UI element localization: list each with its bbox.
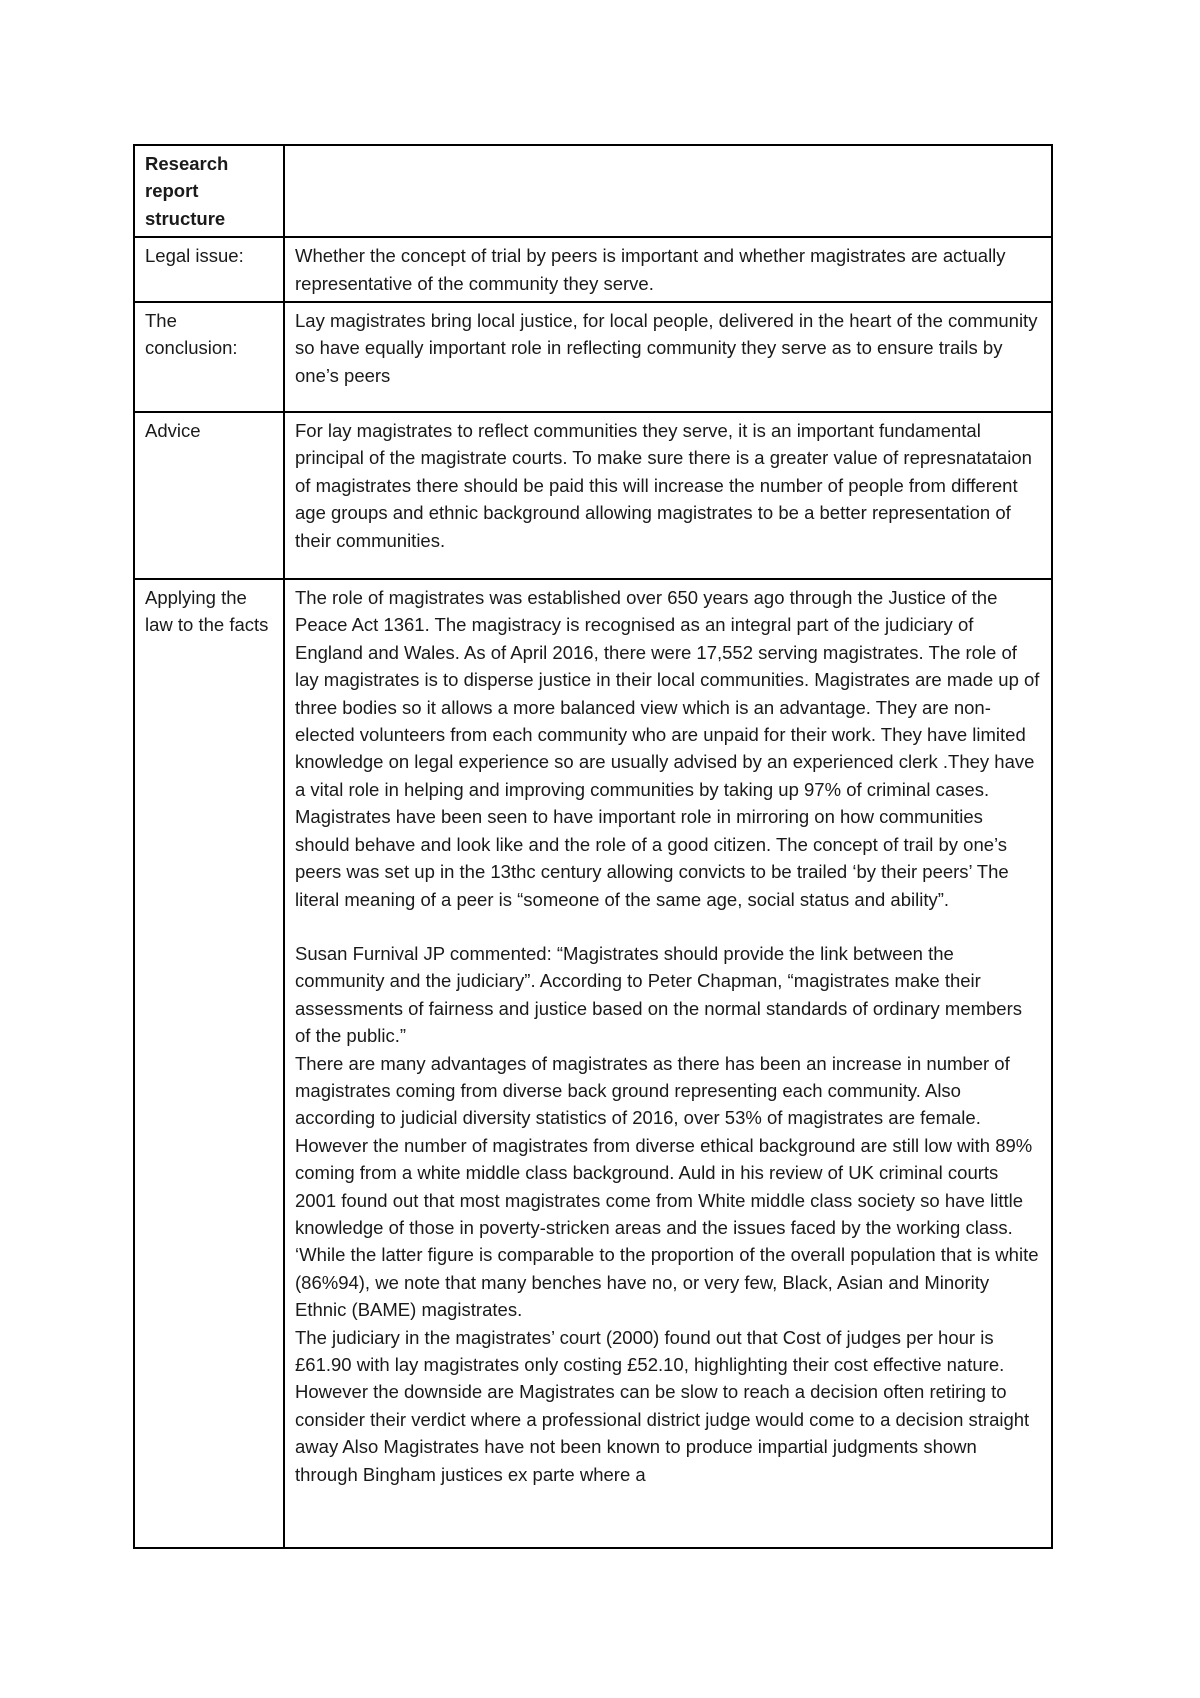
applying-law-paragraph: The judiciary in the magistrates’ court (2000) found out that Cost of judges per hour is £61.90 with lay magistrates only costing £52.10, highlighting their cost effective nature. However the downside are Magistrates can be slow to reach a decision often retiring to consider their verdict where a professional district judge would come to a decision straight away Also Magistrates have not been known to produce impartial judgments shown through Bingham justices ex parte where a xyxy=(295,1326,1030,1485)
applying-law-label: Applying the law to the facts xyxy=(145,587,269,636)
header-label-cell xyxy=(134,145,284,237)
legal-issue-text-cell xyxy=(284,237,1052,302)
legal-issue-label: Legal issue: xyxy=(145,245,244,267)
row-legal-issue xyxy=(134,237,1052,302)
conclusion-label-cell xyxy=(134,302,284,412)
header-label: Research report structure xyxy=(145,153,229,229)
advice-label-cell xyxy=(134,412,284,579)
applying-law-text-cell xyxy=(284,579,1052,1548)
paragraph-spacer xyxy=(295,913,1041,940)
research-report-table xyxy=(133,144,1053,1549)
advice-text: For lay magistrates to reflect communities they serve, it is an important fundamental principal of the magistrate courts. To make sure there is a greater value of represnatataion of magistrates there should be paid this will increase the number of people from different age groups and ethnic background allowing magistrates to be a better representation of their communities. xyxy=(295,420,1032,551)
applying-law-label-cell xyxy=(134,579,284,1548)
row-conclusion xyxy=(134,302,1052,412)
conclusion-text: Lay magistrates bring local justice, for local people, delivered in the heart of the community so have equally important role in reflecting community they serve as to ensure trails by one’s peers xyxy=(295,310,1038,386)
applying-law-paragraph: The role of magistrates was established over 650 years ago through the Justice of the Peace Act 1361. The magistracy is recognised as an integral part of the judiciary of England and Wales. As of April 2016, there were 17,552 serving magistrates. The role of lay magistrates is to disperse justice in their local communities. Magistrates are made up of three bodies so it allows a more balanced view which is an advantage. They are non-elected volunteers from each community who are unpaid for their work. They have limited knowledge on legal experience so are usually advised by an experienced clerk .They have a vital role in helping and improving communities by taking up 97% of criminal cases. Magistrates have been seen to have important role in mirroring on how communities should behave and look like and the role of a good citizen. The concept of trail by one’s peers was set up in the 13thc century allowing convicts to be trailed ‘by their peers’ The literal meaning of a peer is “someone of the same age, social status and ability”. xyxy=(295,587,1040,910)
legal-issue-text: Whether the concept of trial by peers is important and whether magistrates are actually representative of the community they serve. xyxy=(295,245,1006,294)
row-applying-law xyxy=(134,579,1052,1548)
advice-label: Advice xyxy=(145,420,201,442)
conclusion-text-cell xyxy=(284,302,1052,412)
row-advice xyxy=(134,412,1052,579)
header-value-cell xyxy=(284,145,1052,237)
applying-law-paragraph: Susan Furnival JP commented: “Magistrates should provide the link between the community and the judiciary”. According to Peter Chapman, “magistrates make their assessments of fairness and justice based on the normal standards of ordinary members of the public.” xyxy=(295,942,1023,1047)
header-row xyxy=(134,145,1052,237)
advice-text-cell xyxy=(284,412,1052,579)
conclusion-label: The conclusion: xyxy=(145,310,238,359)
legal-issue-label-cell xyxy=(134,237,284,302)
applying-law-paragraph: There are many advantages of magistrates as there has been an increase in number of magistrates coming from diverse back ground representing each community. Also according to judicial diversity statistics of 2016, over 53% of magistrates are female. However the number of magistrates from diverse ethical background are still low with 89% coming from a white middle class background. Auld in his review of UK criminal courts 2001 found out that most magistrates come from White middle class society so have little knowledge of those in poverty-stricken areas and the issues faced by the working class. ‘While the latter figure is comparable to the proportion of the overall population that is white (86%94), we note that many benches have no, or very few, Black, Asian and Minority Ethnic (BAME) magistrates. xyxy=(295,1052,1039,1321)
